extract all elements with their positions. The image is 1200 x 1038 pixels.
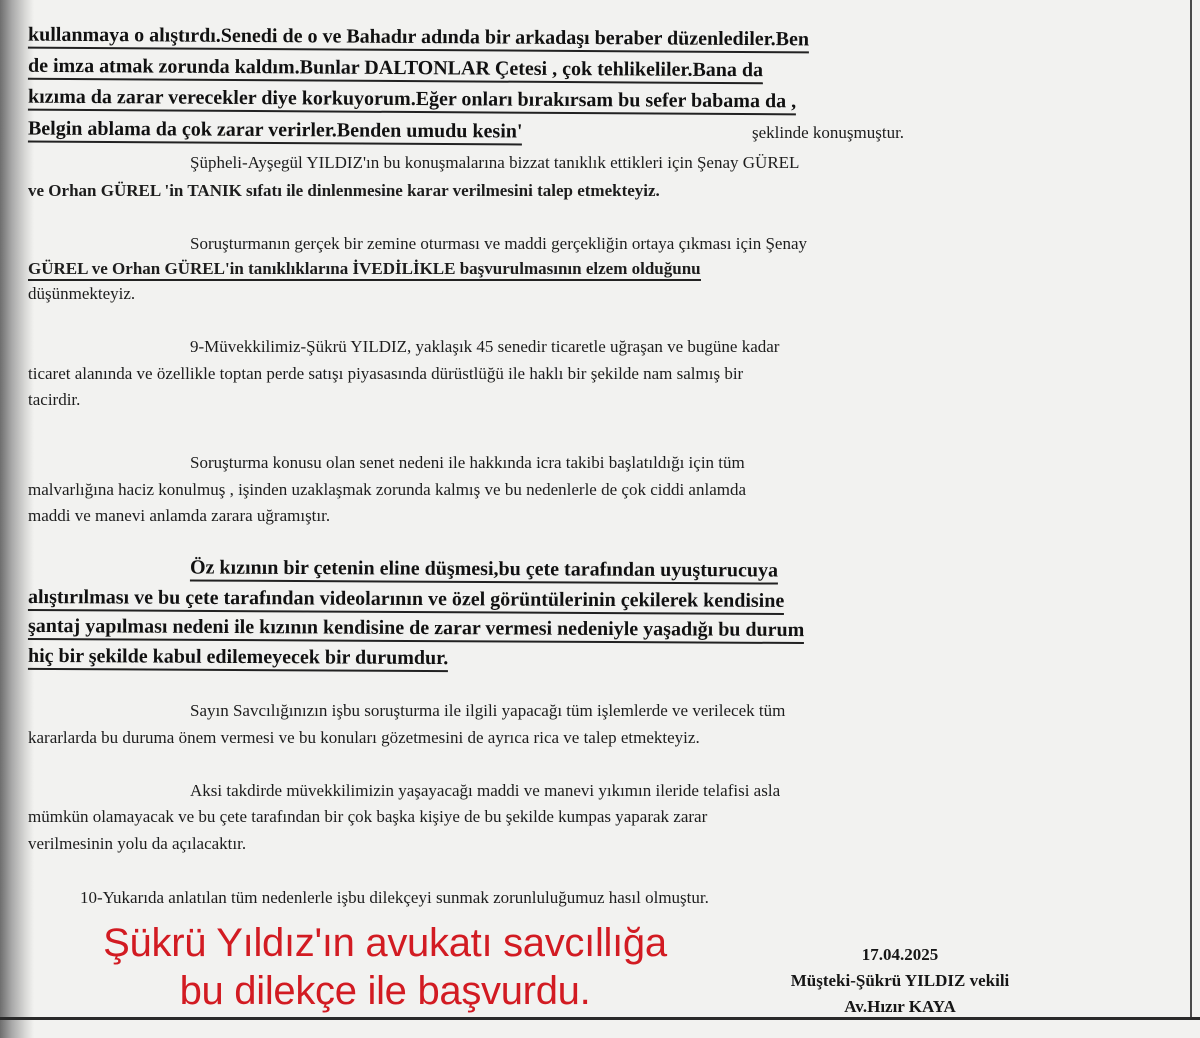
doc-line-11: 9-Müvekkilimiz-Şükrü YILDIZ, yaklaşık 45 senedir ticaretle uğraşan ve bugüne kadar [190,337,780,356]
page-edge-right [1190,0,1192,1020]
doc-line-20-text: hiç bir şekilde kabul edilemeyecek bir durumdur. [28,645,448,672]
doc-line-19-text: şantaj yapılması nedeni ile kızının kendisine de zarar vermesi nedeniyle yaşadığı bu durum [28,615,805,644]
doc-line-9-text: GÜREL ve Orhan GÜREL'in tanıklıklarına İVEDİLİKLE başvurulmasının elzem olduğunu [28,259,701,281]
doc-line-5: şeklinde konuşmuştur. [752,123,905,142]
caption-line-1: Şükrü Yıldız'ın avukatı savcıllığa [103,921,667,965]
caption-line-2: bu dilekçe ile başvurdu. [179,969,591,1013]
doc-line-8: Soruşturmanın gerçek bir zemine oturması ve maddi gerçekliğin ortaya çıkması için Şenay [190,234,808,253]
doc-line-4 [28,115,523,144]
doc-line-23: Aksi takdirde müvekkilimizin yaşayacağı maddi ve manevi yıkımın ileride telafisi asla [190,781,781,800]
doc-line-7: ve Orhan GÜREL 'in TANIK sıfatı ile dinlenmesine karar verilmesini talep etmekteyiz. [28,181,660,200]
doc-line-19 [28,613,805,643]
doc-line-25: verilmesinin yolu da açılacaktır. [28,834,247,853]
doc-line-17-text: Öz kızının bir çetenin eline düşmesi,bu çete tarafından uyuşturucuya [190,556,778,584]
doc-line-14: Soruşturma konusu olan senet nedeni ile hakkında icra takibi başlatıldığı için tüm [190,453,745,472]
doc-line-24: mümkün olamayacak ve bu çete tarafından bir çok başka kişiye de bu şekilde kumpas yaparak zarar [28,807,708,826]
doc-line-26: 10-Yukarıda anlatılan tüm nedenlerle işbu dilekçeyi sunmak zorunluluğumuz hasıl olmuştur. [80,888,709,907]
doc-line-2 [28,53,763,83]
signature-name: Av.Hızır KAYA [844,997,956,1016]
doc-line-15: malvarlığına haciz konulmuş , işinden uzaklaşmak zorunda kalmış ve bu nedenlerle de çok ciddi anlamda [28,480,747,499]
doc-line-22: kararlarda bu duruma önem vermesi ve bu konuları gözetmesini de ayrıca rica ve talep etmekteyiz. [28,728,700,747]
doc-line-18-text: alıştırılması ve bu çete tarafından videolarının ve özel görüntülerinin çekilerek kendisine [28,586,784,615]
doc-line-3-text: kızıma da zarar verecekler diye korkuyorum.Eğer onları bırakırsam bu sefer babama da , [28,86,796,116]
doc-line-9 [28,258,701,280]
doc-line-4-text: Belgin ablama da çok zarar verirler.Benden umudu kesin' [28,117,523,145]
doc-line-20 [28,643,448,671]
doc-line-17 [190,554,778,583]
doc-line-12: ticaret alanında ve özellikle toptan perde satışı piyasasında dürüstlüğü ile haklı bir şekilde nam salmış bir [28,364,744,383]
doc-line-1 [28,22,809,53]
doc-line-1-text: kullanmaya o alıştırdı.Senedi de o ve Bahadır adında bir arkadaşı beraber düzenlediler.Ben [28,24,809,54]
doc-line-2-text: de imza atmak zorunda kaldım.Bunlar DALTONLAR Çetesi , çok tehlikeliler.Bana da [28,55,763,84]
doc-line-6: Şüpheli-Ayşegül YILDIZ'ın bu konuşmalarına bizzat tanıklık ettikleri için Şenay GÜREL [190,153,800,172]
doc-line-13: tacirdir. [28,390,81,409]
doc-line-21: Sayın Savcılığınızın işbu soruşturma ile ilgili yapacağı tüm işlemlerde ve verilecek tüm [190,701,786,720]
doc-line-3 [28,84,796,115]
doc-line-18 [28,584,784,614]
doc-line-10: düşünmekteyiz. [28,284,136,303]
signature-date: 17.04.2025 [861,945,939,964]
signature-role: Müşteki-Şükrü YILDIZ vekili [790,971,1010,990]
doc-line-16: maddi ve manevi anlamda zarara uğramıştır. [28,506,331,525]
